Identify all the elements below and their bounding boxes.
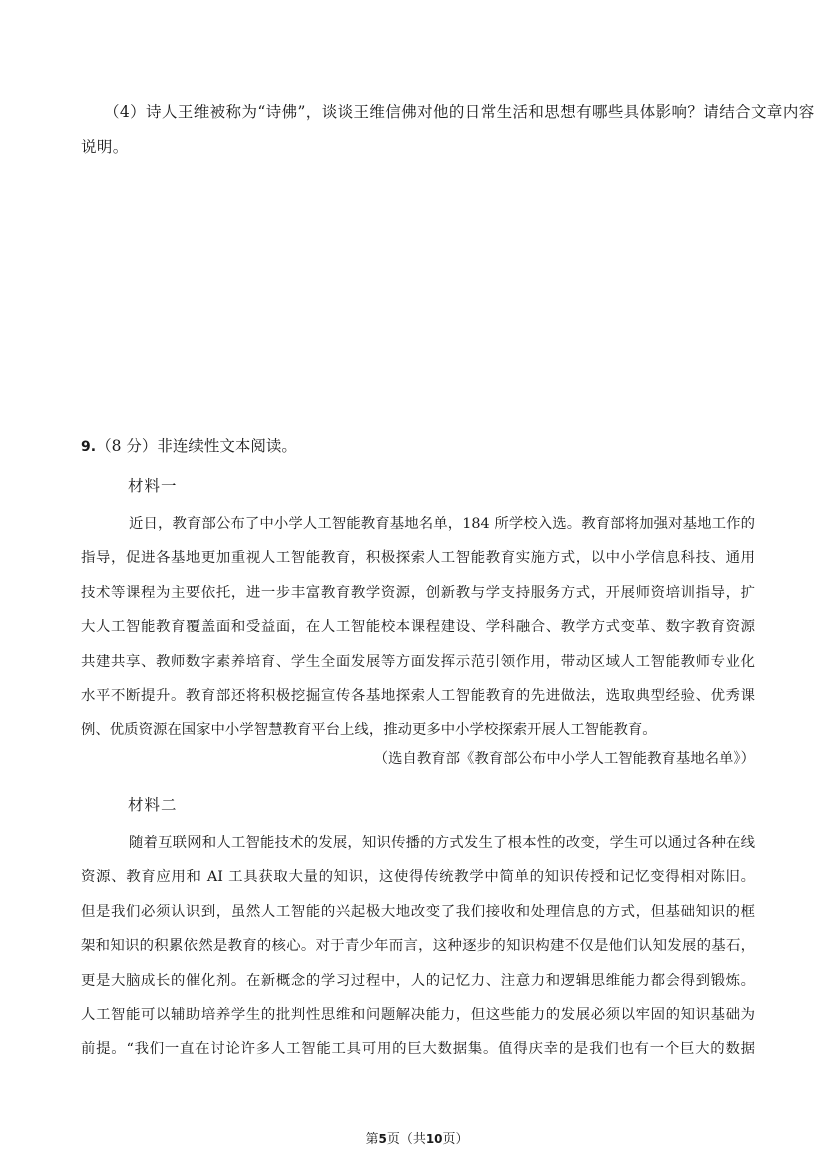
material-2-label: 材料二 xyxy=(128,796,178,814)
material-1-line: 大人工智能教育覆盖面和受益面，在人工智能校本课程建设、学科融合、教学方式变革、数字教育资源 xyxy=(81,619,755,636)
question-9-title: 非连续性文本阅读。 xyxy=(157,437,297,455)
footer-total-pages: 10 xyxy=(425,1132,443,1146)
material-1-line: 共建共享、教师数字素养培育、学生全面发展等方面发挥示范引领作用，带动区域人工智能教师专业化 xyxy=(81,653,755,670)
question-9-heading xyxy=(81,434,297,456)
material-1-paragraph xyxy=(81,507,755,748)
footer-suffix: 页） xyxy=(442,1132,469,1147)
material-1-source: （选自教育部《教育部公布中小学人工智能教育基地名单》） xyxy=(373,751,755,767)
page-footer xyxy=(0,1128,834,1147)
material-2-line: 架和知识的积累依然是教育的核心。对于青少年而言，这种逐步的知识构建不仅是他们认知发展的基石， xyxy=(81,938,755,955)
question-9-score: （8 分） xyxy=(96,437,158,455)
footer-middle: 页（共 xyxy=(386,1132,426,1147)
material-2-line: 更是大脑成长的催化剂。在新概念的学习过程中，人的记忆力、注意力和逻辑思维能力都会得到锻炼。 xyxy=(81,972,755,989)
material-2-line: 但是我们必须认识到，虽然人工智能的兴起极大地改变了我们接收和处理信息的方式，但基础知识的框 xyxy=(81,903,755,920)
material-2-paragraph xyxy=(81,826,755,1067)
material-1-line: 例、优质资源在国家中小学智慧教育平台上线，推动更多中小学校探索开展人工智能教育。 xyxy=(81,722,657,739)
material-1-label: 材料一 xyxy=(128,477,178,495)
question-4-line-1: （4）诗人王维被称为“诗佛”，谈谈王维信佛对他的日常生活和思想有哪些具体影响？请结合文章内容 xyxy=(104,103,815,121)
material-1-line: 指导，促进各基地更加重视人工智能教育，积极探索人工智能教育实施方式，以中小学信息科技、通用 xyxy=(81,550,755,567)
footer-page-number: 5 xyxy=(378,1132,387,1146)
material-2-line: 前提。“我们一直在讨论许多人工智能工具可用的巨大数据集。值得庆幸的是我们也有一个巨大的数据 xyxy=(81,1041,755,1058)
question-9-number: 9. xyxy=(81,439,97,455)
material-1-line: 技术等课程为主要依托，进一步丰富教育教学资源，创新教与学支持服务方式，开展师资培训指导，扩 xyxy=(81,584,755,601)
material-2-line: 随着互联网和人工智能技术的发展，知识传播的方式发生了根本性的改变，学生可以通过各种在线 xyxy=(129,835,755,851)
material-2-line: 人工智能可以辅助培养学生的批判性思维和问题解决能力，但这些能力的发展必须以牢固的知识基础为 xyxy=(81,1006,755,1023)
material-1-line: 近日，教育部公布了中小学人工智能教育基地名单，184 所学校入选。教育部将加强对基地工作的 xyxy=(129,516,755,532)
footer-prefix: 第 xyxy=(365,1132,379,1147)
material-1-line: 水平不断提升。教育部还将积极挖掘宣传各基地探索人工智能教育的先进做法，选取典型经验、优秀课 xyxy=(81,687,755,704)
question-4-line-2: 说明。 xyxy=(81,138,129,156)
material-2-line: 资源、教育应用和 AI 工具获取大量的知识，这使得传统教学中简单的知识传授和记忆变得相对陈旧。 xyxy=(81,869,755,886)
